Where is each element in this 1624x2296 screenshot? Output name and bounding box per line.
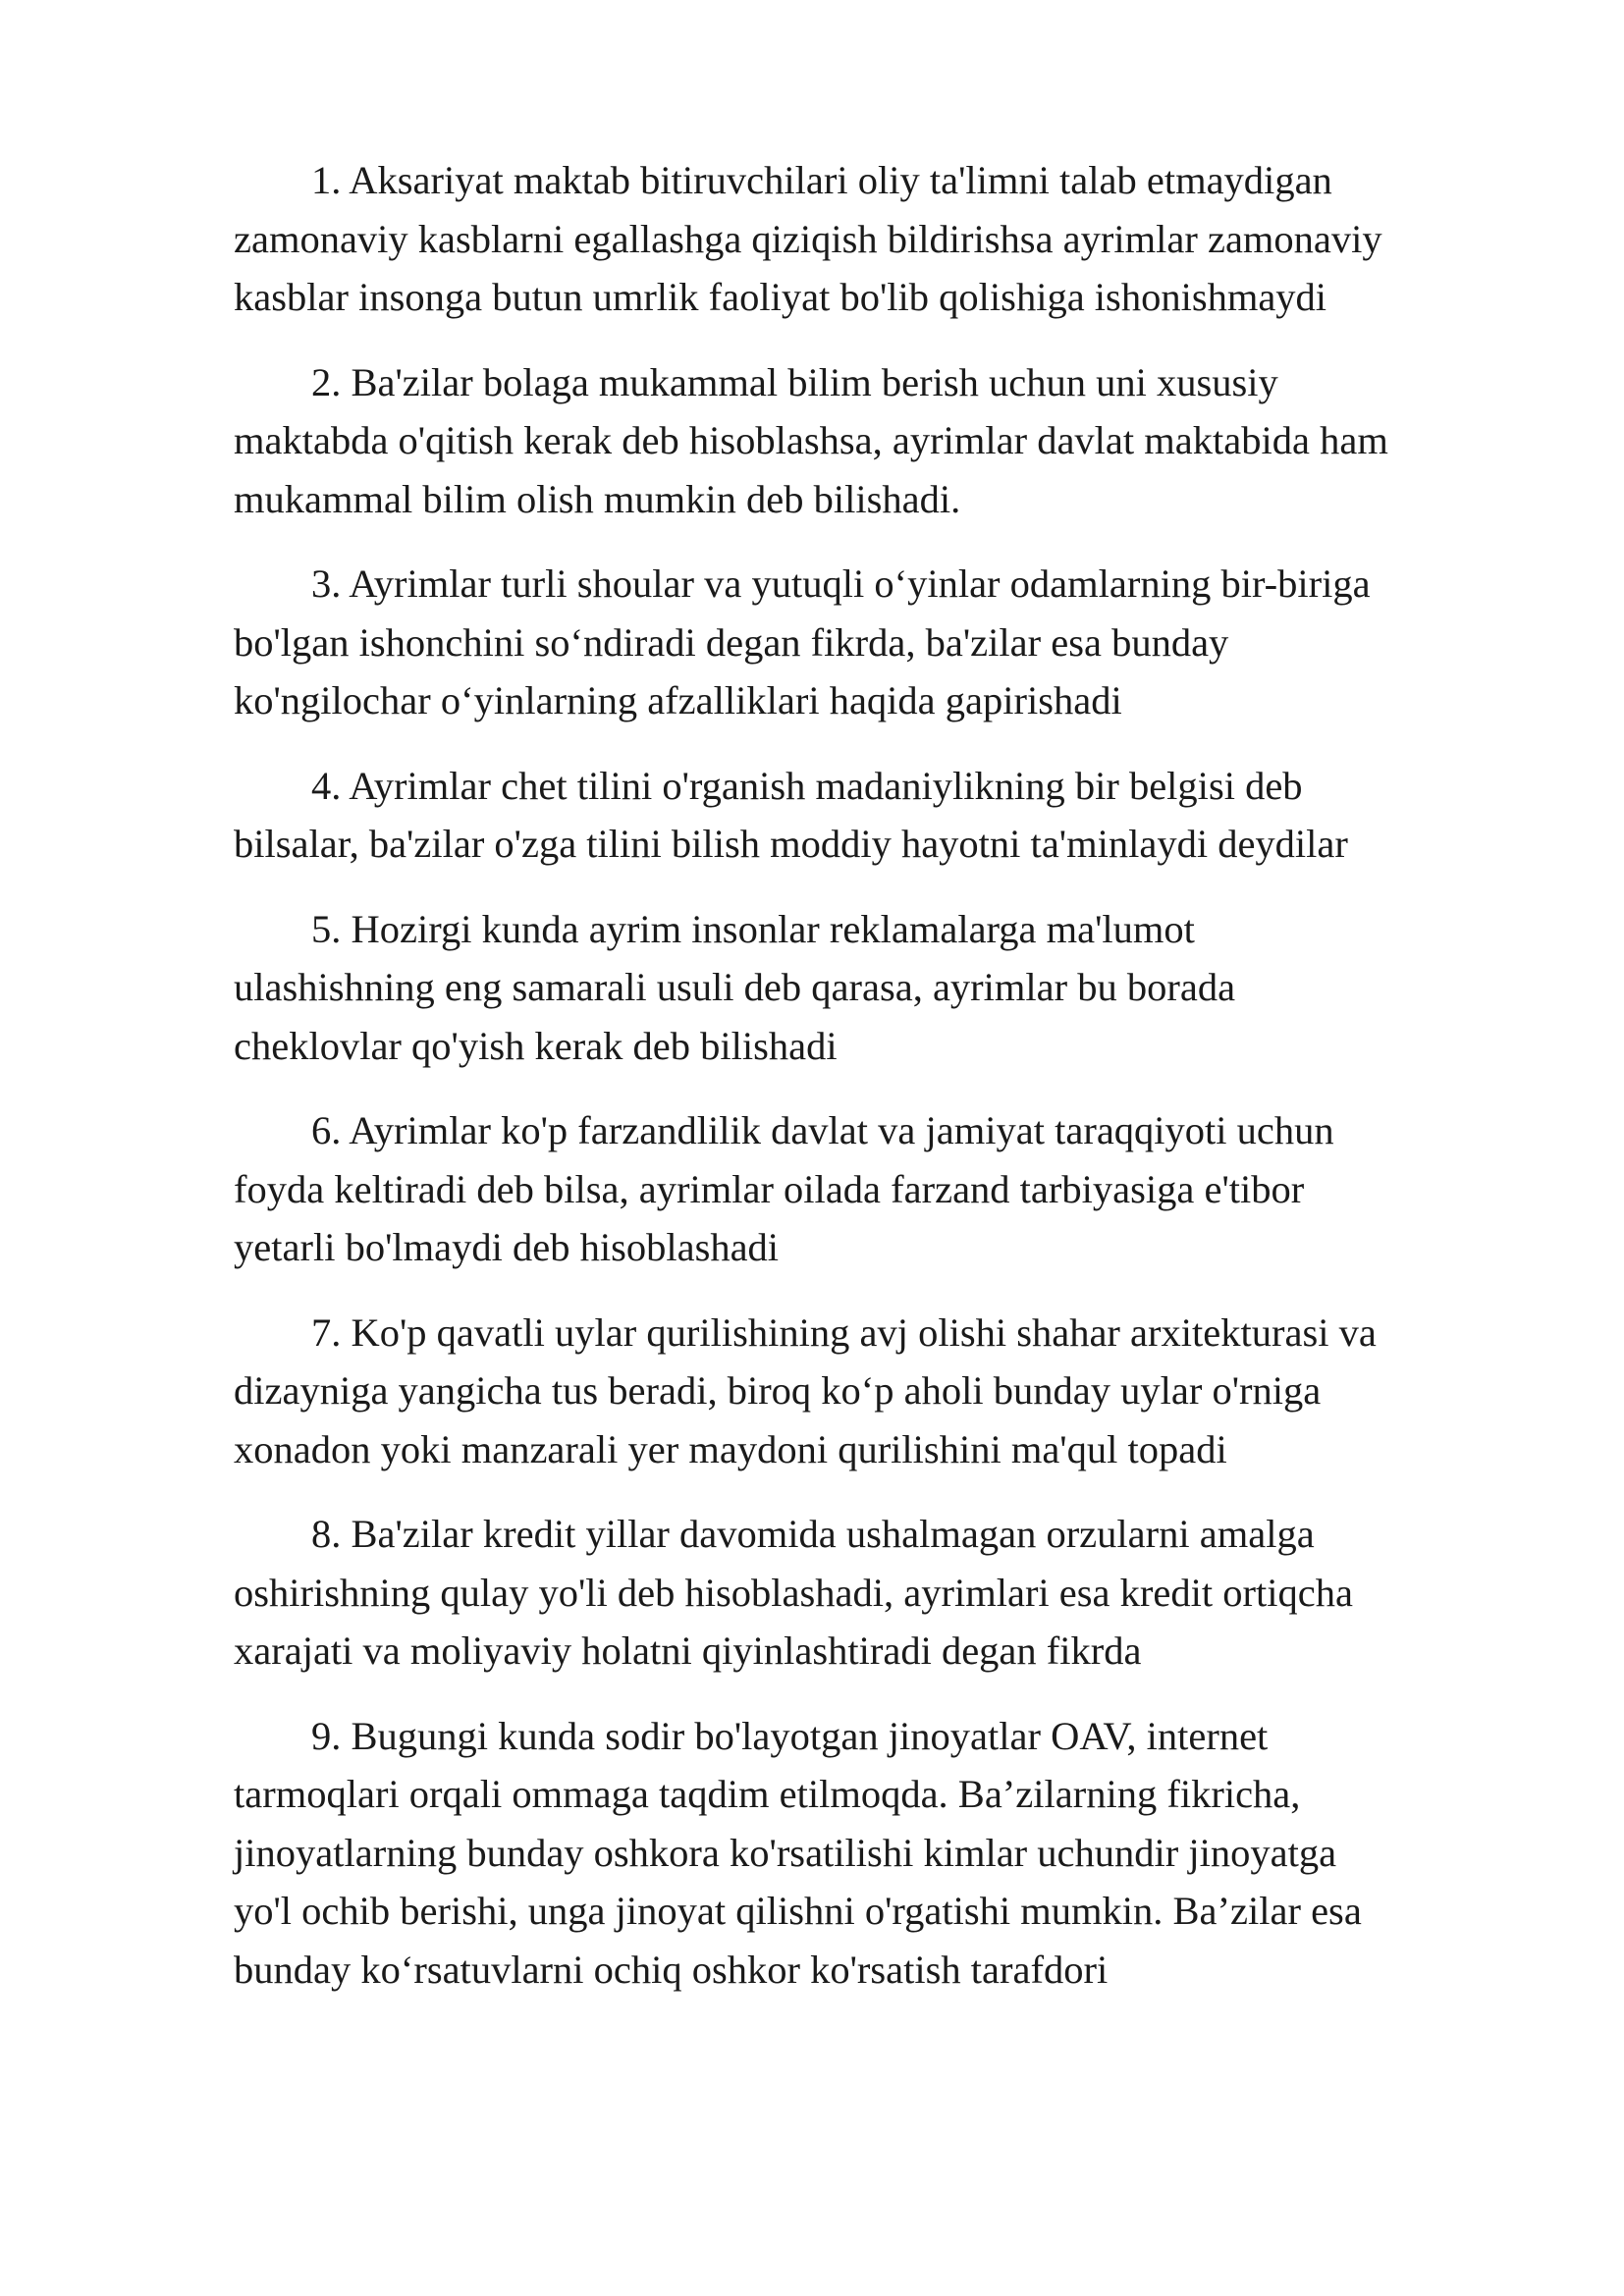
list-item-line: maktabda o'qitish kerak deb hisoblashsa, ayrimlar davlat maktabida ham bbox=[234, 418, 1388, 462]
list-item-line: tarmoqlari orqali ommaga taqdim etilmoqda. Ba’zilarning fikricha, bbox=[234, 1772, 1301, 1816]
list-item-8 bbox=[234, 1505, 1510, 1681]
list-item-line: foyda keltiradi deb bilsa, ayrimlar oilada farzand tarbiyasiga e'tibor bbox=[234, 1166, 1305, 1211]
list-item-line: 8. Ba'zilar kredit yillar davomida ushalmagan orzularni amalga bbox=[311, 1512, 1315, 1556]
list-item-1 bbox=[234, 151, 1510, 327]
list-item-line: xarajati va moliyaviy holatni qiyinlashtiradi degan fikrda bbox=[234, 1629, 1142, 1673]
list-item-line: 7. Ko'p qavatli uylar qurilishining avj olishi shahar arxitekturasi va bbox=[311, 1309, 1377, 1355]
list-item-line: 4. Ayrimlar chet tilini o'rganish madaniylikning bir belgisi deb bbox=[311, 763, 1303, 808]
list-item-line: ko'ngilochar o‘yinlarning afzalliklari haqida gapirishadi bbox=[234, 678, 1122, 722]
list-item-9 bbox=[234, 1707, 1510, 2000]
list-item-5 bbox=[234, 900, 1510, 1076]
list-item-line: zamonaviy kasblarni egallashga qiziqish bildirishsa ayrimlar zamonaviy bbox=[234, 216, 1382, 261]
list-item-line: 6. Ayrimlar ko'p farzandlilik davlat va jamiyat taraqqiyoti uchun bbox=[311, 1108, 1334, 1152]
list-item-line: dizayniga yangicha tus beradi, biroq ko‘p aholi bunday uylar o'rniga bbox=[234, 1368, 1322, 1413]
list-item-7 bbox=[234, 1304, 1510, 1479]
list-item-line: bilsalar, ba'zilar o'zga tilini bilish moddiy hayotni ta'minlaydi deydilar bbox=[234, 822, 1348, 866]
list-item-line: 2. Ba'zilar bolaga mukammal bilim berish uchun uni xususiy bbox=[311, 359, 1278, 404]
list-item-line: cheklovlar qo'yish kerak deb bilishadi bbox=[234, 1023, 838, 1068]
list-item-6 bbox=[234, 1101, 1510, 1277]
numbered-list bbox=[234, 151, 1510, 2025]
list-item-line: 3. Ayrimlar turli shoular va yutuqli o‘yinlar odamlarning bir-biriga bbox=[311, 561, 1371, 606]
list-item-4 bbox=[234, 757, 1510, 874]
list-item-line: xonadon yoki manzarali yer maydoni qurilishini ma'qul topadi bbox=[234, 1426, 1227, 1471]
list-item-line: mukammal bilim olish mumkin deb bilishadi. bbox=[234, 476, 961, 521]
list-item-line: oshirishning qulay yo'li deb hisoblashadi, ayrimlari esa kredit ortiqcha bbox=[234, 1570, 1353, 1615]
list-item-line: kasblar insonga butun umrlik faoliyat bo'lib qolishiga ishonishmaydi bbox=[234, 275, 1327, 319]
list-item-line: 5. Hozirgi kunda ayrim insonlar reklamalarga ma'lumot bbox=[311, 906, 1195, 951]
list-item-line: 9. Bugungi kunda sodir bo'layotgan jinoyatlar OAV, internet bbox=[311, 1713, 1269, 1758]
list-item-line: jinoyatlarning bunday oshkora ko'rsatilishi kimlar uchundir jinoyatga bbox=[234, 1830, 1337, 1875]
list-item-3 bbox=[234, 555, 1510, 730]
list-item-line: 1. Aksariyat maktab bitiruvchilari oliy ta'limni talab etmaydigan bbox=[311, 158, 1332, 202]
list-item-line: ulashishning eng samarali usuli deb qarasa, ayrimlar bu borada bbox=[234, 965, 1236, 1009]
list-item-line: bo'lgan ishonchini so‘ndiradi degan fikrda, ba'zilar esa bunday bbox=[234, 619, 1229, 665]
list-item-line: yetarli bo'lmaydi deb hisoblashadi bbox=[234, 1225, 780, 1269]
list-item-line: bunday ko‘rsatuvlarni ochiq oshkor ko'rsatish tarafdori bbox=[234, 1947, 1109, 1992]
list-item-2 bbox=[234, 353, 1510, 529]
list-item-line: yo'l ochib berishi, unga jinoyat qilishni o'rgatishi mumkin. Ba’zilar esa bbox=[234, 1889, 1362, 1933]
